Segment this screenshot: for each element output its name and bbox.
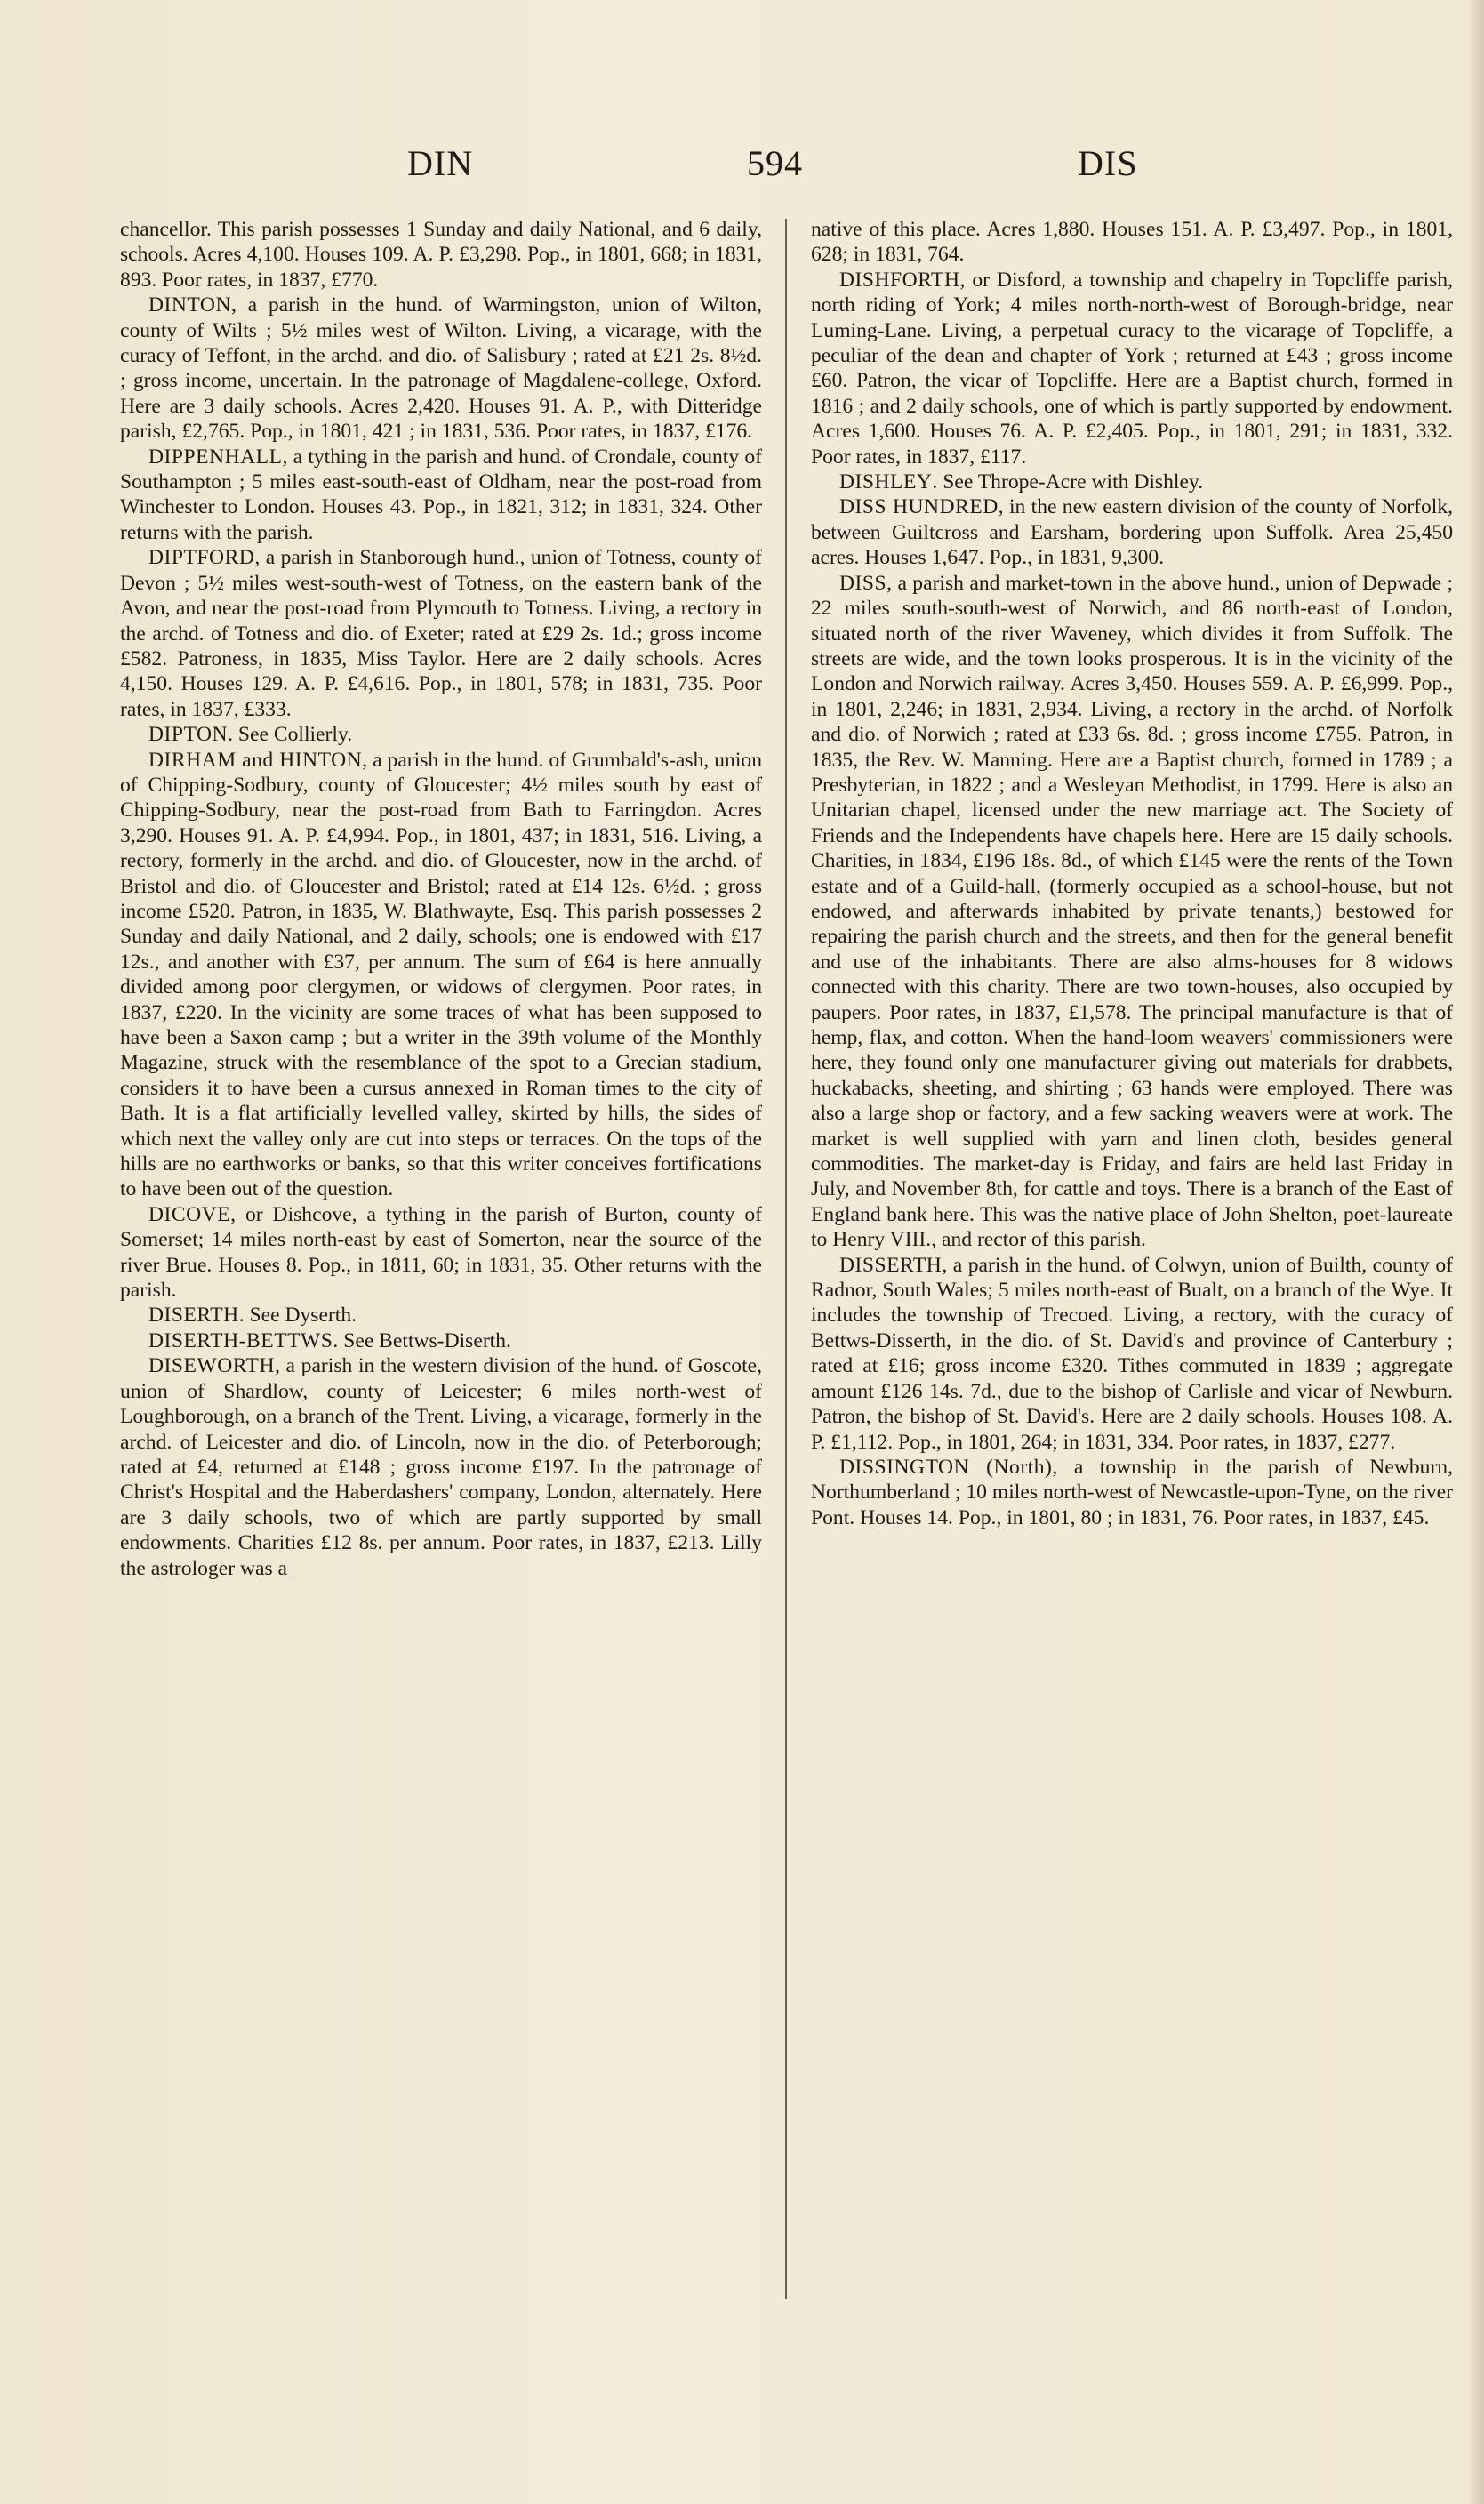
entry-text: See Bettws-Diserth. xyxy=(343,1328,511,1352)
entry-text: a parish in the hund. of Warmingston, union of Wilton, county of Wilts ; 5½ miles west of Wilton. Living, a vicarage, with the curacy of Teffont, in the archd. and dio. of Salisbury ; rated at £21 2s. 8½d. ; gross income, uncertain. In the patronage of Magdalene-college, Oxford. Here are 3 daily schools. Acres 2,420. Houses 91. A. P., with Ditteridge parish, £2,765. Pop., in 1801, 421 ; in 1831, 536. Poor rates, in 1837, £176. xyxy=(120,293,762,444)
entry-headword: DISEWORTH xyxy=(148,1354,276,1378)
entry-headword: DISS HUNDRED xyxy=(839,495,999,519)
headword-separator: , xyxy=(231,293,248,317)
gazetteer-entry xyxy=(811,571,1453,1253)
gazetteer-entry xyxy=(120,293,762,444)
entry-text: See Dyserth. xyxy=(249,1304,357,1328)
headword-separator: , xyxy=(959,268,973,292)
entry-text: a parish in the western division of the hund. of Goscote, union of Shardlow, county of Leicester; 6 miles north-west of Loughborough, on a branch of the Trent. Living, a vicarage, formerly in the archd. of Leicester and dio. of Lincoln, now in the dio. of Peterborough; rated at £4, returned at £148 ; gross income £197. In the patronage of Christ's Hospital and the Haberdashers' company, London, alternately. Here are 3 daily schools, two of which are partly supported by small endowments. Charities £12 8s. per annum. Poor rates, in 1837, £213. Lilly the astrologer was a xyxy=(120,1354,762,1580)
page-number: 594 xyxy=(747,143,803,183)
gazetteer-entry xyxy=(811,217,1453,268)
entry-headword: DIPPENHALL xyxy=(148,445,283,469)
entry-headword: DIRHAM and HINTON xyxy=(148,748,363,772)
gazetteer-entry xyxy=(120,722,762,747)
entry-text: a tything in the parish and hund. of Crondale, county of Southampton ; 5 miles east-south-east of Oldham, near the post-road from Winchester to London. Houses 43. Pop., in 1821, 312; in 1831, 324. Other returns with the parish. xyxy=(120,445,763,544)
entry-text: in the new eastern division of the county of Norfolk, between Guiltcross and Earsham, bordering upon Suffolk. Area 25,450 acres. Houses 1,647. Pop., in 1831, 9,300. xyxy=(811,495,1453,570)
headword-separator: , xyxy=(942,1253,953,1277)
entry-text: chancellor. This parish possesses 1 Sunday and daily National, and 6 daily, schools. Acres 4,100. Houses 109. A. P. £3,298. Pop., in 1801, 668; in 1831, 893. Poor rates, in 1837, £770. xyxy=(120,218,762,292)
running-head-right: DIS xyxy=(1078,143,1138,183)
gazetteer-entry xyxy=(120,445,762,546)
running-head-left: DIN xyxy=(407,143,474,183)
entry-text: a parish in the hund. of Colwyn, union of Builth, county of Radnor, South Wales; 5 miles north-east of Bualt, on a branch of the Wye. It includes the township of Trecoed. Living, a rectory, with the curacy of Bettws-Disserth, in the dio. of St. David's and province of Canterbury ; rated at £16; gross income £320. Tithes commuted in 1839 ; aggregate amount £126 14s. 7d., due to the bishop of Carlisle and vicar of Newburn. Patron, the bishop of St. David's. Here are 2 daily schools. Houses 108. A. P. £1,112. Pop., in 1801, 264; in 1831, 334. Poor rates, in 1837, £277. xyxy=(811,1253,1454,1454)
headword-separator: , xyxy=(998,495,1009,519)
headword-separator: , xyxy=(362,748,373,772)
right-column xyxy=(811,217,1453,1530)
headword-separator: , xyxy=(1052,1455,1074,1479)
entry-text: or Disford, a township and chapelry in Topcliffe parish, north riding of York; 4 miles north-north-west of Borough-bridge, near Luming-Lane. Living, a perpetual curacy to the vicarage of Topcliffe, a peculiar of the dean and chapter of York ; returned at £43 ; gross income £60. Patron, the vicar of Topcliffe. Here are a Baptist church, formed in 1816 ; and 2 daily schools, one of which is partly supported by endowment. Acres 1,600. Houses 76. A. P. £2,405. Pop., in 1801, 291; in 1831, 332. Poor rates, in 1837, £117. xyxy=(811,268,1453,469)
left-column xyxy=(120,217,762,1581)
entry-headword: DINTON xyxy=(148,293,231,317)
headword-separator: . xyxy=(932,470,943,494)
gazetteer-entry xyxy=(811,470,1453,494)
entry-text: See Collierly. xyxy=(237,723,353,747)
entry-text: a parish in the hund. of Grumbald's-ash, union of Chipping-Sodbury, county of Gloucester; 4½ miles south by east of Chipping-Sodbury, near the post-road from Bath to Farringdon. Acres 3,290. Houses 91. A. P. £4,994. Pop., in 1801, 437; in 1831, 516. Living, a rectory, formerly in the archd. and dio. of Gloucester, now in the archd. of Bristol and dio. of Gloucester and Bristol; rated at £14 12s. 6½d. ; gross income £520. Patron, in 1835, W. Blathwayte, Esq. This parish possesses 2 Sunday and daily National, and 2 daily, schools; one is endowed with £17 12s., and another with £37, per annum. The sum of £64 is here annually divided among poor clergymen, or widows of clergymen. Poor rates, in 1837, £220. In the vicinity are some traces of what has been supposed to have been a Saxon camp ; but a writer in the 39th volume of the Monthly Magazine, struck with the resemblance of the spot to a Grecian stadium, considers it to have been a cursus annexed in Roman times to the city of Bath. It is a flat artificially levelled valley, skirted by hills, the sides of which next the valley only are cut into steps or terraces. On the tops of the hills are no earthworks or banks, so that this writer conceives fortifications to have been out of the question. xyxy=(120,748,762,1201)
entry-headword: DISERTH-BETTWS xyxy=(148,1328,333,1352)
gazetteer-entry xyxy=(120,1328,762,1353)
entry-headword: DISSERTH xyxy=(839,1253,943,1277)
gazetteer-entry xyxy=(811,268,1453,470)
entry-headword: DIPTFORD xyxy=(148,546,255,570)
entry-text: a township in the parish of Newburn, Northumberland ; 10 miles north-west of Newcastle-upon-Tyne, on the river Pont. Houses 14. Pop., in 1801, 80 ; in 1831, 76. Poor rates, in 1837, £45. xyxy=(811,1455,1453,1529)
column-rule xyxy=(785,219,787,2299)
headword-separator: , xyxy=(275,1354,286,1378)
headword-separator: , xyxy=(886,571,898,595)
gazetteer-entry xyxy=(811,1455,1453,1530)
entry-text: or Dishcove, a tything in the parish of Burton, county of Somerset; 14 miles north-east by east of Somerton, near the source of the river Brue. Houses 8. Pop., in 1811, 60; in 1831, 35. Other returns with the parish. xyxy=(120,1202,762,1303)
gazetteer-entry xyxy=(811,1253,1453,1455)
entry-headword: DICOVE xyxy=(148,1202,231,1226)
entry-headword: DISS xyxy=(839,571,887,595)
headword-separator: , xyxy=(230,1202,245,1226)
entry-headword: DISHLEY xyxy=(839,470,933,494)
entry-text: native of this place. Acres 1,880. Houses 151. A. P. £3,497. Pop., in 1801, 628; in 1831, 764. xyxy=(811,218,1453,267)
headword-separator: , xyxy=(282,445,293,469)
gazetteer-entry xyxy=(120,1303,762,1328)
gazetteer-entry xyxy=(120,1202,762,1304)
gazetteer-entry xyxy=(120,748,762,1202)
entry-headword: DISERTH xyxy=(148,1304,239,1328)
entry-text: a parish in Stanborough hund., union of Totness, county of Devon ; 5½ miles west-south-west of Totness, on the eastern bank of the Avon, and near the post-road from Plymouth to Totness. Living, a rectory in the archd. of Totness and dio. of Exeter; rated at £29 2s. 1d.; gross income £582. Patroness, in 1835, Miss Taylor. Here are 2 daily schools. Acres 4,150. Houses 129. A. P. £4,616. Pop., in 1801, 578; in 1831, 735. Poor rates, in 1837, £333. xyxy=(120,546,763,721)
gazetteer-entry xyxy=(811,494,1453,570)
entry-text: a parish and market-town in the above hund., union of Depwade ; 22 miles south-south-west of Norwich, and 86 north-east of London, situated north of the river Waveney, which divides it from Suffolk. The streets are wide, and the town looks prosperous. It is in the vicinity of the London and Norwich railway. Acres 3,450. Houses 559. A. P. £6,999. Pop., in 1801, 2,246; in 1831, 2,934. Living, a rectory in the archd. of Norfolk and dio. of Norwich ; rated at £33 6s. 8d. ; gross income £755. Patron, in 1835, the Rev. W. Manning. Here are a Baptist church, formed in 1789 ; a Presbyterian, in 1822 ; and a Wesleyan Methodist, in 1799. Here is also an Unitarian chapel, licensed under the new marriage act. The Society of Friends and the Independents have chapels here. Here are 15 daily schools. Charities, in 1834, £196 18s. 8d., of which £145 were the rents of the Town estate and of a Guild-hall, (formerly occupied as a school-house, but not endowed, and afterwards inhabited by private tenants,) bestowed for repairing the parish church and the streets, and then for the general benefit and use of the inhabitants. There are also alms-houses for 8 widows connected with this charity. There are two town-houses, also occupied by paupers. Poor rates, in 1837, £1,578. The principal manufacture is that of hemp, flax, and cotton. When the hand-loom weavers' commissioners were here, they found only one manufacturer giving out materials for drabbets, huckabacks, sheeting, and shirting ; 63 hands were employed. There was also a large shop or factory, and a few sacking weavers were at work. The market is well supplied with yarn and linen cloth, besides general commodities. The market-day is Friday, and fairs are held last Friday in July, and November 8th, for cattle and toys. There is a branch of the East of England bank here. This was the native place of John Shelton, poet-laureate to Henry VIII., and rector of this parish. xyxy=(811,571,1454,1252)
headword-separator: . xyxy=(333,1328,344,1352)
page-edge-shadow xyxy=(1468,0,1484,2504)
headword-separator: . xyxy=(238,1304,250,1328)
gazetteer-entry xyxy=(120,1353,762,1581)
page-header xyxy=(116,142,1369,187)
entry-headword: DIPTON xyxy=(148,723,229,747)
entry-headword: DISSINGTON (North) xyxy=(839,1455,1053,1479)
gazetteer-entry xyxy=(120,217,762,293)
entry-text: See Thrope-Acre with Dishley. xyxy=(943,470,1204,494)
headword-separator: , xyxy=(254,546,266,570)
entry-headword: DISHFORTH xyxy=(839,268,960,292)
headword-separator: . xyxy=(228,723,238,747)
gazetteer-entry xyxy=(120,545,762,722)
